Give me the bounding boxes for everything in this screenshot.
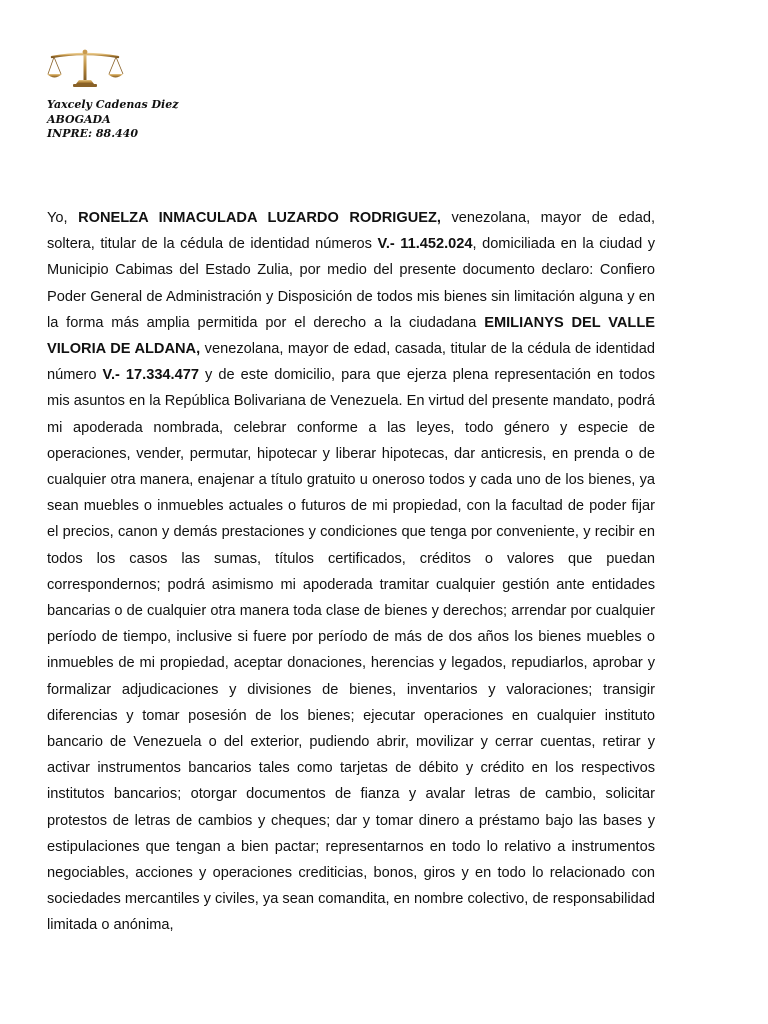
grantee-id: V.- 17.334.477 (102, 367, 199, 384)
body-segment: y de este domicilio, para que ejerza plena representación en todos mis asuntos en la República Bolivariana de Venezuela. En virtud del presente mandato, podrá mi apoderada nombrada, celebrar conforme a las leyes, todo género y especie de operaciones, vender, permutar, hipotecar y liberar hipotecas, dar anticresis, en prenda o de cualquier otra manera, enajenar a título gratuito u oneroso todos y cada uno de los bienes, ya sean muebles o inmuebles actuales o futuros de mi propiedad, con la facultad de poder fijar el precios, canon y demás prestaciones y condiciones que tenga por conveniente, y recibir en todos los casos las sumas, títulos certificados, créditos o valores que puedan correspondernos; podrá asimismo mi apoderada tramitar cualquier gestión ante entidades bancarias o de cualquier otra manera toda clase de bienes y derechos; arrendar por cualquier período de tiempo, inclusive si fuere por período de más de dos años los bienes muebles o inmuebles de mi propiedad, aceptar donaciones, herencias y legados, repudiarlos, aprobar y formalizar adjudicaciones y divisiones de bienes, inventarios y valoraciones; transigir diferencias y tomar posesión de los bienes; ejecutar operaciones en cualquier instituto bancario de Venezuela o del exterior, pudiendo abrir, movilizar y cerrar cuentas, retirar y activar instrumentos bancarios tales como tarjetas de débito y crédito en los respectivos institutos bancarios; otorgar documentos de fianza y avalar letras de cambio, solicitar protestos de letras de cambios y cheques; dar y tomar dinero a préstamo bajo las bases y estipulaciones que tengan a bien pactar; representarnos en todo lo relativo a instrumentos negociables, acciones y operaciones crediticias, bonos, giros y en todo lo relacionado con sociedades mercantiles y civiles, ya sean comandita, en nombre colectivo, de responsabilidad limitada o anónima, (47, 367, 655, 934)
scales-of-justice-icon (46, 48, 124, 92)
grantee-name: EMILIANYS DEL VALLE VILORIA DE ALDANA, (47, 314, 655, 358)
lawyer-inpre: INPRE: 88.440 (47, 127, 138, 140)
body-segment: venezolana, mayor de edad, casada, titular de la cédula de identidad número (47, 341, 655, 384)
body-segment: venezolana, mayor de edad, soltera, titular de la cédula de identidad números (47, 210, 655, 253)
lawyer-title: ABOGADA (47, 112, 111, 126)
grantor-id: V.- 11.452.024 (377, 236, 473, 253)
body-segment: Yo, (47, 210, 79, 226)
letterhead (47, 98, 178, 142)
grantor-name: RONELZA INMACULADA LUZARDO RODRIGUEZ, (78, 210, 441, 226)
document-body (47, 205, 655, 939)
body-segment: , domiciliada en la ciudad y Municipio Cabimas del Estado Zulia, por medio del presente documento declaro: Confiero Poder General de Administración y Disposición de todos mis bienes sin limitación alguna y en la forma más amplia permitida por el derecho a la ciudadana (47, 236, 656, 331)
lawyer-name: Yaxcely Cadenas Diez (47, 98, 179, 111)
